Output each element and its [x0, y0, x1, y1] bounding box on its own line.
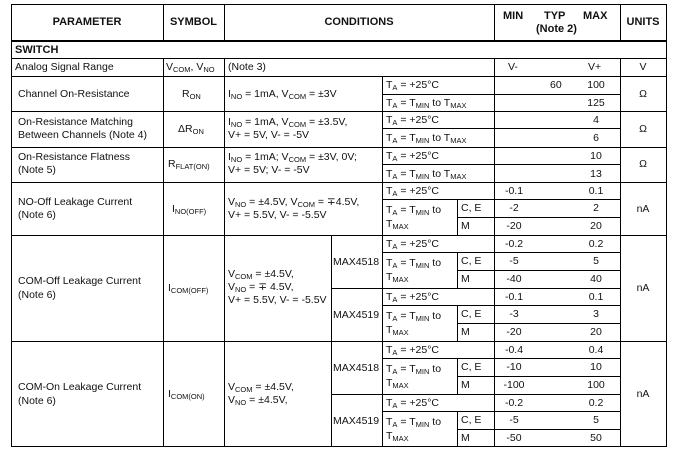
grade-comoff-a-ce: C, E: [461, 255, 482, 267]
temp-ron-range: $T_A = T_{MIN}$ to $T_{MAX}$: [386, 97, 467, 110]
max-comoff-a-m: 40: [590, 273, 602, 285]
min-comon-b-room: -0.2: [504, 397, 524, 409]
grade-comoff-b-m: M: [461, 326, 470, 338]
grade-comon-b-m: M: [461, 432, 470, 444]
min-comon-a-ce: -10: [506, 361, 522, 373]
max-analog: V+: [588, 61, 602, 73]
min-comoff-a-m: -40: [506, 273, 522, 285]
min-comoff-b-m: -20: [506, 326, 522, 338]
max-comoff-b-m: 20: [590, 326, 602, 338]
max-flat-room: 10: [590, 150, 602, 162]
param-nooff-line1: NO-Off Leakage Current: [18, 196, 133, 208]
temp-comon-b-room: $T_A = +25^\circ C$: [386, 397, 439, 410]
param-dron-line1: On-Resistance Matching: [18, 116, 133, 128]
max-ron-room: 100: [587, 79, 605, 91]
grade-nooff-ce: C, E: [461, 202, 482, 214]
min-comon-b-ce: -5: [509, 414, 519, 426]
unit-ron: Ω: [639, 88, 647, 100]
max-ron-range: 125: [587, 97, 605, 109]
symbol-comoff: $I_{COM(OFF)}$: [168, 282, 209, 295]
temp-comon-a-range-l2: $T_{MAX}$: [386, 377, 409, 390]
max-dron-room: 4: [593, 114, 599, 126]
grade-comoff-b-ce: C, E: [461, 308, 482, 320]
max-comon-b-m: 50: [590, 432, 602, 444]
grade-comon-b-ce: C, E: [461, 414, 482, 426]
max-comon-b-ce: 5: [593, 414, 599, 426]
min-nooff-room: -0.1: [504, 185, 524, 197]
param-flat-line2: (Note 5): [18, 164, 56, 176]
typ-ron: 60: [550, 79, 562, 91]
min-nooff-m: -20: [506, 220, 522, 232]
temp-comoff-b-room: $T_A = +25^\circ C$: [386, 291, 439, 304]
min-nooff-ce: -2: [509, 202, 519, 214]
cond-dron-line1: $I_{NO} = 1mA$, $V_{COM} = \pm 3.5V$,: [228, 116, 348, 129]
header-max: MAX: [583, 10, 608, 22]
temp-comoff-a-range-l1: $T_A = T_{MIN}$ to: [386, 257, 442, 270]
temp-flat-range: $T_A = T_{MIN}$ to $T_{MAX}$: [386, 168, 467, 181]
param-comoff-line1: COM-Off Leakage Current: [18, 275, 141, 287]
min-comoff-a-ce: -5: [509, 255, 519, 267]
max-comon-a-m: 100: [587, 379, 605, 391]
max-nooff-ce: 2: [593, 202, 599, 214]
symbol-ron: $R_{ON}$: [182, 88, 201, 101]
cond-comon-line2: $V_{NO} = \pm 4.5V$,: [228, 394, 288, 407]
param-comon-line1: COM-On Leakage Current: [18, 381, 142, 393]
unit-analog: V: [639, 61, 647, 73]
cond-comoff-line1: $V_{COM} = \pm 4.5V$,: [228, 268, 294, 281]
param-flat-line1: On-Resistance Flatness: [18, 151, 131, 163]
symbol-nooff: $I_{NO(OFF)}$: [172, 203, 207, 216]
max-comon-b-room: 0.2: [588, 397, 604, 409]
max-comoff-b-room: 0.1: [588, 291, 604, 303]
max-comoff-a-ce: 5: [593, 255, 599, 267]
unit-comoff: nA: [636, 282, 650, 294]
cond-flat-line2: V+ = 5V; V- = -5V: [228, 164, 310, 176]
grade-comon-a-m: M: [461, 379, 470, 391]
min-comon-b-m: -50: [506, 432, 522, 444]
min-comoff-a-room: -0.2: [504, 238, 524, 250]
max-nooff-room: 0.1: [588, 185, 604, 197]
cond-nooff-line2: V+ = 5.5V, V- = -5.5V: [228, 209, 327, 221]
unit-flat: Ω: [639, 158, 647, 170]
cond-dron-line2: V+ = 5V, V- = -5V: [228, 129, 310, 141]
min-comon-a-room: -0.4: [504, 344, 524, 356]
param-comoff-line2: (Note 6): [18, 289, 56, 301]
cond-analog: (Note 3): [228, 61, 266, 73]
param-comon-line2: (Note 6): [18, 395, 56, 407]
temp-comon-a-range-l1: $T_A = T_{MIN}$ to: [386, 363, 442, 376]
max-comoff-b-ce: 3: [593, 308, 599, 320]
temp-dron-range: $T_A = T_{MIN}$ to $T_{MAX}$: [386, 132, 467, 145]
unit-comon: nA: [636, 388, 650, 400]
param-dron-line2: Between Channels (Note 4): [18, 129, 147, 141]
symbol-comon: $I_{COM(ON)}$: [168, 388, 205, 401]
header-typ: TYP: [544, 10, 566, 22]
param-nooff-line2: (Note 6): [18, 209, 56, 221]
grade-comon-a-ce: C, E: [461, 361, 482, 373]
grade-comoff-a-m: M: [461, 273, 470, 285]
temp-comon-b-range-l1: $T_A = T_{MIN}$ to: [386, 416, 442, 429]
temp-comoff-b-range-l1: $T_A = T_{MIN}$ to: [386, 310, 442, 323]
temp-ron-room: $T_A = +25^\circ C$: [386, 79, 439, 92]
temp-flat-room: $T_A = +25^\circ C$: [386, 150, 439, 163]
max-nooff-m: 20: [590, 220, 602, 232]
section-switch: SWITCH: [15, 44, 59, 56]
symbol-dron: $\Delta R_{ON}$: [178, 123, 204, 136]
grade-nooff-m: M: [461, 220, 470, 232]
cond-comoff-line2: $V_{NO}$ = ∓ 4.5V,: [228, 281, 294, 294]
min-analog: V-: [508, 61, 518, 73]
temp-comoff-a-room: $T_A = +25^\circ C$: [386, 238, 439, 251]
temp-nooff-range-l1: $T_A = T_{MIN}$ to: [386, 204, 442, 217]
max-comon-a-room: 0.4: [588, 344, 604, 356]
param-analog-signal-range: Analog Signal Range: [15, 61, 114, 73]
unit-dron: Ω: [639, 123, 647, 135]
cond-comon-line1: $V_{COM} = \pm 4.5V$,: [228, 381, 294, 394]
device-comon-max4519: MAX4519: [333, 415, 380, 427]
device-comoff-max4519: MAX4519: [333, 309, 380, 321]
temp-comoff-a-range-l2: $T_{MAX}$: [386, 271, 409, 284]
temp-nooff-room: $T_A = +25^\circ C$: [386, 185, 439, 198]
header-units: UNITS: [626, 16, 660, 28]
temp-nooff-range-l2: $T_{MAX}$: [386, 218, 409, 231]
max-comon-a-ce: 10: [590, 361, 602, 373]
symbol-flat: $R_{FLAT(ON)}$: [168, 158, 210, 171]
unit-nooff: nA: [636, 203, 650, 215]
cond-ron: $I_{NO} = 1mA$, $V_{COM} = \pm 3V$: [228, 88, 337, 101]
symbol-analog: $V_{COM}$, $V_{NO}$: [166, 61, 215, 74]
temp-dron-room: $T_A = +25^\circ C$: [386, 114, 439, 127]
max-dron-range: 6: [593, 132, 599, 144]
min-comon-a-m: -100: [503, 379, 525, 391]
device-comon-max4518: MAX4518: [333, 362, 380, 374]
max-flat-range: 13: [590, 168, 602, 180]
temp-comoff-b-range-l2: $T_{MAX}$: [386, 324, 409, 337]
header-typ-note: (Note 2): [536, 23, 577, 35]
cond-flat-line1: $I_{NO} = 1mA$; $V_{COM} = \pm 3V$, 0V;: [228, 151, 357, 164]
header-parameter: PARAMETER: [52, 16, 122, 28]
min-comoff-b-ce: -3: [509, 308, 519, 320]
cond-comoff-line3: V+ = 5.5V, V- = -5.5V: [228, 294, 327, 306]
temp-comon-b-range-l2: $T_{MAX}$: [386, 430, 409, 443]
temp-comon-a-room: $T_A = +25^\circ C$: [386, 344, 439, 357]
param-ron: Channel On-Resistance: [18, 88, 130, 100]
header-min: MIN: [503, 10, 524, 22]
max-comoff-a-room: 0.2: [588, 238, 604, 250]
min-comoff-b-room: -0.1: [504, 291, 524, 303]
header-conditions: CONDITIONS: [324, 16, 394, 28]
cond-nooff-line1: $V_{NO} = \pm 4.5V$, $V_{COM} = \mp 4.5V$,: [228, 196, 360, 209]
device-comoff-max4518: MAX4518: [333, 256, 380, 268]
header-symbol: SYMBOL: [169, 16, 218, 28]
